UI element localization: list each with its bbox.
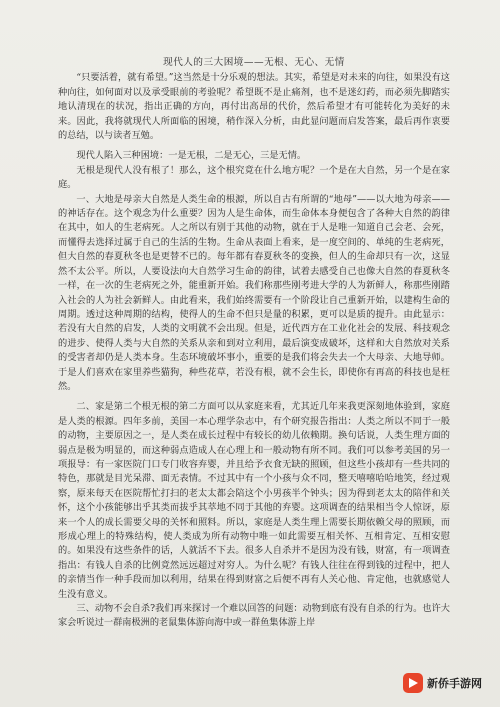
paragraph-three-dilemmas: 现代人陷入三种困境：一是无根，二是无心，三是无情。 [76, 150, 307, 162]
paragraph-section-animals: 三、动物不会自杀?我们再来探讨一个难以回答的问题：动物到底有没有自杀的行为。也许大家会听说过一群南极洲的老鼠集体游向海中或一群鱼集体游上岸 [58, 603, 450, 629]
paragraph-section-family: 二、家是第二个根无根的第二方面可以从家庭来看，尤其近几年来我更深刻地体验到，家庭是人类的根源。四年多前，美国一本心理学杂志中，有个研究报告指出：人类之所以不同于一般的动物，主要原因之一，是人类在成长过程中有较长的幼儿依赖期。换句话说，人类生理方面的弱点是极为明显的，而这种弱点造成人在心理上和一般动物有所不同。我们可以参考美国的另一项报导：有一家医院门口专门收容弃婴，并且给予衣食无缺的照顾，但这些小孩却有一些共同的特色，那就是目光呆滞、面无表情。不过其中有一个小孩与众不同，整天嘻嘻哈哈地笑，经过观察，原来每天在医院帮忙打扫的老太太都会陪这个小男孩半个钟头；因为得到老太太的陪伴和关怀，这个小孩能够出乎其类而拔乎其萃地不同于其他的弃婴。这项调查的结果相当令人惊讶，原来一个人的成长需要父母的关怀和照料。所以，家庭是人类生理上需要长期依赖父母的照顾，而形成心理上的特殊结构，使人类成为所有动物中唯一如此需要互相关怀、互相肯定、互相安慰的。如果没有这些条件的话，人就活不下去。很多人自杀并不是因为没有钱，财富，有一项调查指出：有钱人自杀的比例竟然远远超过对穷人。为什么呢？有钱人往往在得到钱的过程中，把人的亲情当作一种手段而加以利用，结果在得到财富之后便不再有人关心他、肯定他，也就感觉人生没有意义。 [58, 401, 450, 600]
site-watermark [403, 673, 482, 693]
play-logo-icon [403, 673, 423, 693]
document-title: 现代人的三大困境——无根、无心、无情 [163, 57, 345, 68]
paragraph-intro: “只要活着，就有希望。”这当然是十分乐观的想法。其实，希望是对未来的向往，如果没有这种向往，如何面对以及承受眼前的考验呢？希望既不是止痛剂，也不是迷幻药，而必须先脚踏实地认清现在的状况，指出正确的方向，再付出高昂的代价，然后希望才有可能转化为美好的未来。因此，我将就现代人所面临的困境，稍作深入分析，由此显问题而启发答案，最后再作衷要的总结，以与读者互勉。 [58, 72, 450, 142]
paragraph-section-nature: 一、大地是母亲大自然是人类生命的根源，所以自古有所谓的“地母”——以大地为母亲——的神话存在。这个观念为什么重要？因为人是生命体，而生命体本身便包含了各种大自然的韵律在其中，如人的生老病死。人之所以有别于其他的动物，就在于人是唯一知道自己会老、会死，而懂得去选择过属于自己的生活的生物。生命从表面上看来，是一度空间的、单纯的生老病死，但大自然的春夏秋冬也是更替不已的。每年都有春夏秋冬的变换，但人的生命却只有一次，这显然不太公平。所以，人要设法向大自然学习生命的韵律，试着去感受自己也像大自然的春夏秋冬一样，在一次的生老病死之外，能重新开始。我们称那些刚考进大学的人为新鲜人，称那些刚踏入社会的人为社会新鲜人。由此看来，我们始终需要有一个阶段让自己重新开始，以建构生命的周期。透过这种周期的结构，使得人的生命不但只是量的积累，更可以是质的提升。由此显示：若没有大自然的启发，人类的文明就不会出现。但是，近代西方在工业化社会的发展、科技观念的进步、使得人类与大自然的关系从亲和到对立利用，最后演变成破坏，这样和大自然放对关系的受害者却仍是人类本身。生态环境破坏事小，重要的是我们将会失去一个大母亲、大地导师。于是人们喜欢在家里养些猫狗，种些花草，若没有根，就不会生长，即使你有再高的科技也是枉然。 [58, 193, 450, 392]
watermark-text: 新侨手游网 [427, 678, 482, 690]
paragraph-rootless: 无根是现代人没有根了！那么，这个根究竟在什么地方呢？一个是在大自然，另一个是在家庭。 [58, 164, 450, 191]
document-body [58, 56, 450, 631]
